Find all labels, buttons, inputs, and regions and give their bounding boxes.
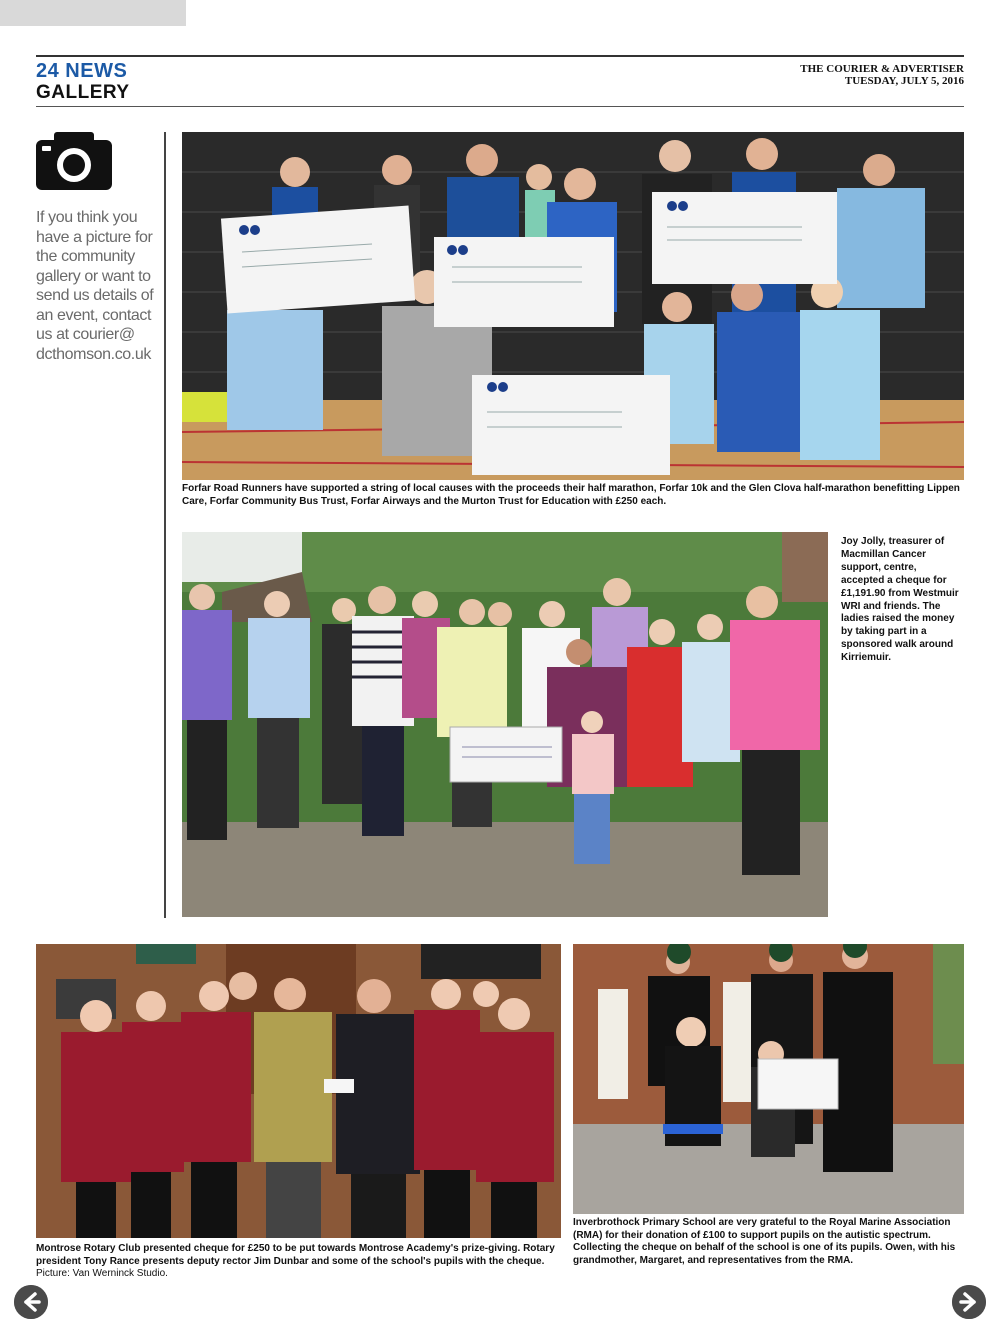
- caption-road-runners: Forfar Road Runners have supported a string of local causes with the proceeds their half marathon, Forfar 10k and the Glen Clova half-marathon benefitting Lippen Care, Forfar Community Bus Trust, Forfar Airways and the Murton Trust for Education with £250 each.: [182, 483, 960, 507]
- arrow-right-icon: [952, 1285, 986, 1319]
- column-divider: [164, 132, 166, 918]
- header-rule: [36, 55, 964, 57]
- photo-rotary: [36, 944, 561, 1238]
- prev-page-button[interactable]: [14, 1285, 48, 1319]
- caption-marines: Inverbrothock Primary School are very grateful to the Royal Marine Association (RMA) for their donation of £100 to support pupils on the autistic spectrum. Collecting the cheque on behalf of the school is one of its pupils. Owen, with his grandmother, Margaret, and representatives from the RMA.: [573, 1217, 956, 1266]
- caption-rotary-text: Montrose Rotary Club presented cheque for £250 to be put towards Montrose Academy's prize-giving. Rotary president Tony Rance presents deputy rector Jim Dunbar and some of the school's pupils with the cheque.: [36, 1243, 555, 1267]
- caption-rotary: [36, 1243, 564, 1281]
- section-name: GALLERY: [36, 82, 130, 103]
- photo-credit: Picture: Van Werninck Studio.: [36, 1268, 168, 1279]
- next-page-button[interactable]: [952, 1285, 986, 1319]
- arrow-left-icon: [14, 1285, 48, 1319]
- masthead: [800, 63, 964, 87]
- section-number: 24 NEWS: [36, 60, 128, 82]
- caption-macmillan: Joy Jolly, treasurer of Macmillan Cancer support, centre, accepted a cheque for £1,191.90 from Westmuir WRI and friends. The ladies raised the money by taking part in a sponsored walk around Kirriemuir.: [841, 536, 959, 664]
- photo-macmillan: [182, 532, 828, 917]
- camera-icon: [36, 132, 112, 190]
- header-rule-bottom: [36, 106, 964, 107]
- top-tab-bar: [0, 0, 186, 26]
- community-gallery-note: If you think you have a picture for the community gallery or want to send us details of an event, contact us at courier@ dcthomson.co.uk: [36, 209, 154, 363]
- photo-road-runners: [182, 132, 964, 480]
- publication-date: TUESDAY, JULY 5, 2016: [844, 75, 964, 87]
- photo-marines: [573, 944, 964, 1214]
- publication-name: THE COURIER & ADVERTISER: [800, 63, 964, 75]
